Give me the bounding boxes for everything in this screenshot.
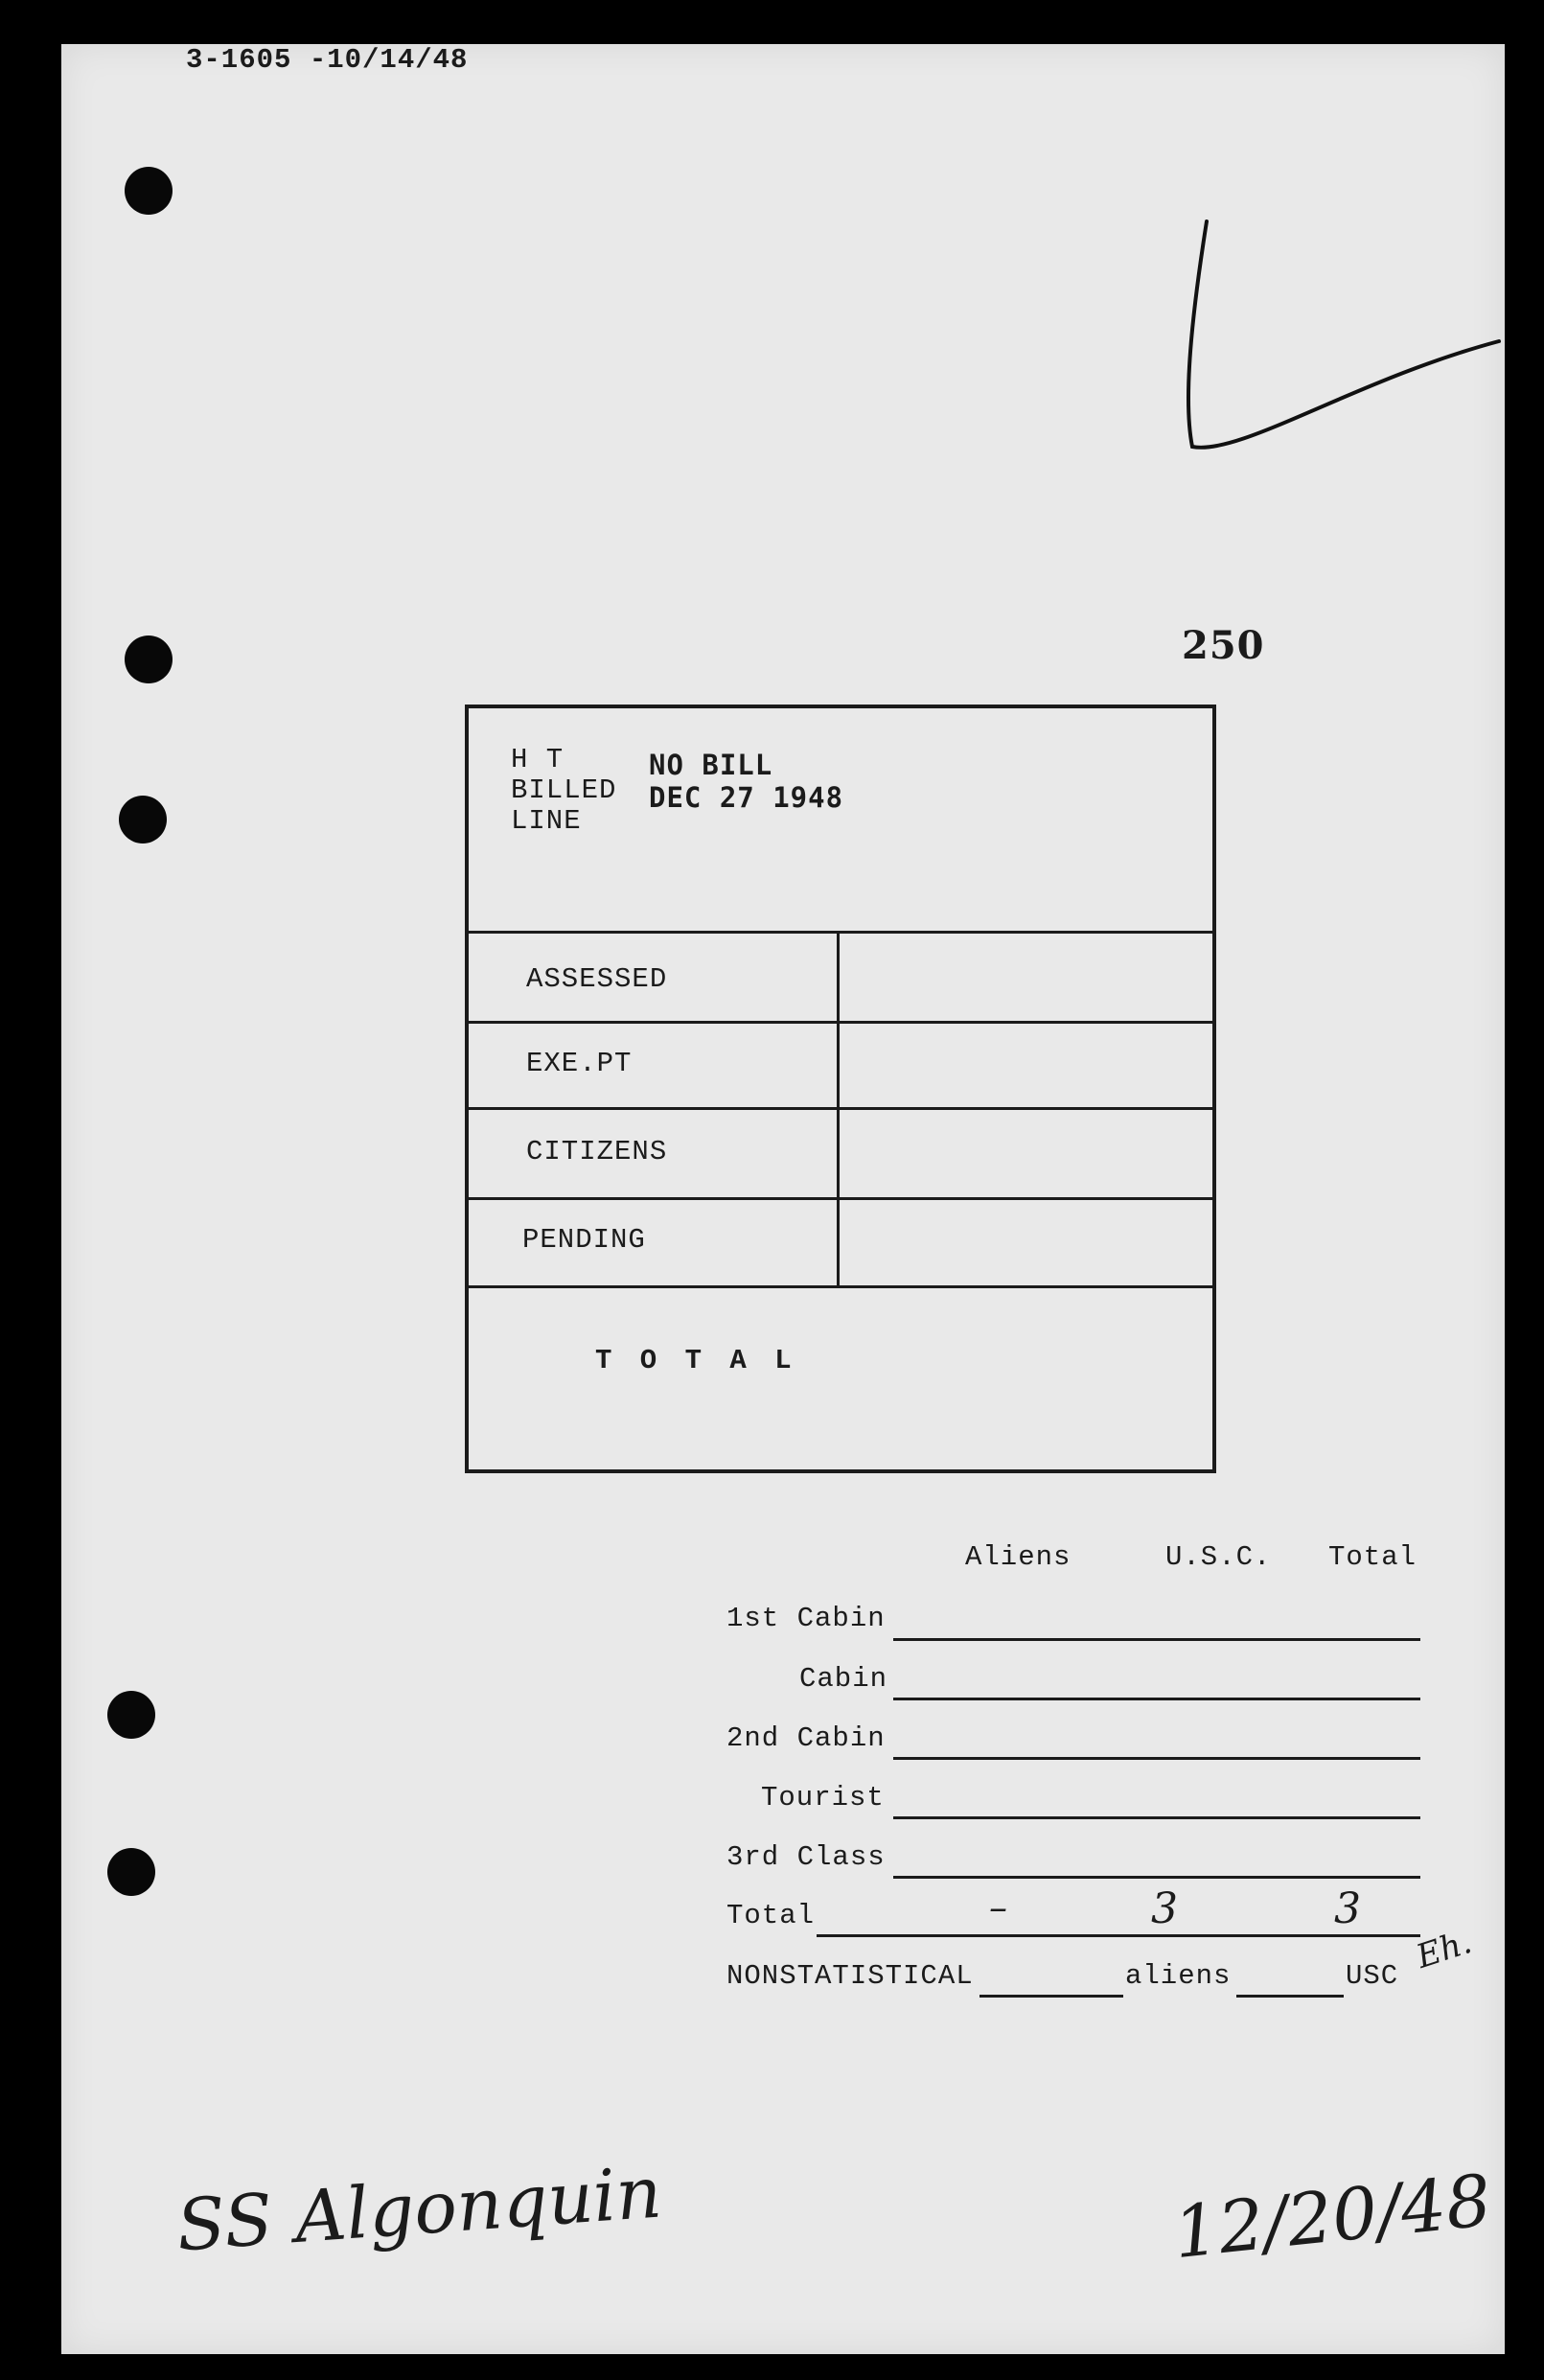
column-header-usc: U.S.C. xyxy=(1165,1541,1272,1573)
column-header-total: Total xyxy=(1328,1541,1417,1573)
fill-line xyxy=(893,1698,1420,1700)
nonstatistical-label: NONSTATISTICAL xyxy=(726,1960,974,1992)
total-label: T O T A L xyxy=(595,1345,797,1376)
fill-line xyxy=(1236,1995,1344,1998)
punch-hole xyxy=(125,167,173,215)
divider xyxy=(469,1107,1212,1110)
divider xyxy=(469,1021,1212,1024)
stamp-date: DEC 27 1948 xyxy=(649,781,844,814)
total-usc-value: 3 xyxy=(1151,1884,1178,1933)
handwritten-initials: Eh. xyxy=(1412,1923,1477,1976)
column-divider xyxy=(837,934,840,1288)
carrier-label xyxy=(511,745,616,837)
punch-hole xyxy=(125,635,173,683)
row-label-exempt: EXE.PT xyxy=(526,1048,633,1079)
row-label-1st-cabin: 1st Cabin xyxy=(726,1603,886,1634)
punch-hole xyxy=(119,796,167,843)
carrier-line: LINE xyxy=(511,805,582,837)
handwritten-ship-name: SS Algonquin xyxy=(173,2151,665,2268)
total-aliens-value: – xyxy=(989,1886,1007,1929)
total-total-value: 3 xyxy=(1334,1884,1361,1933)
punch-hole xyxy=(107,1848,155,1896)
divider xyxy=(469,1285,1212,1288)
fill-line xyxy=(893,1876,1420,1879)
billing-stamp-box xyxy=(465,705,1216,1473)
row-label-assessed: ASSESSED xyxy=(526,963,668,995)
handwritten-date: 12/20/48 xyxy=(1169,2159,1495,2276)
row-label-cabin: Cabin xyxy=(799,1663,888,1695)
row-label-3rd-class: 3rd Class xyxy=(726,1841,886,1873)
row-label-2nd-cabin: 2nd Cabin xyxy=(726,1722,886,1754)
nonstat-usc-label: USC xyxy=(1346,1960,1399,1992)
page-number: 250 xyxy=(1182,623,1265,668)
fill-line xyxy=(893,1816,1420,1819)
fill-line xyxy=(893,1638,1420,1641)
document-page xyxy=(61,44,1505,2354)
punch-hole xyxy=(107,1691,155,1739)
row-label-total: Total xyxy=(726,1900,816,1931)
fill-line xyxy=(817,1934,1420,1937)
row-label-pending: PENDING xyxy=(522,1224,646,1256)
row-label-tourist: Tourist xyxy=(761,1782,885,1814)
fill-line xyxy=(979,1995,1123,1998)
column-header-aliens: Aliens xyxy=(965,1541,1072,1573)
nonstat-aliens-label: aliens xyxy=(1125,1960,1232,1992)
stamp-no-bill: NO BILL xyxy=(649,749,773,781)
fill-line xyxy=(893,1757,1420,1760)
form-reference: 3-1605 -10/14/48 xyxy=(186,44,469,76)
carrier-line: H T xyxy=(511,744,565,775)
carrier-line: BILLED xyxy=(511,774,617,806)
divider xyxy=(469,931,1212,934)
check-mark xyxy=(1164,169,1509,514)
row-label-citizens: CITIZENS xyxy=(526,1136,668,1167)
divider xyxy=(469,1197,1212,1200)
